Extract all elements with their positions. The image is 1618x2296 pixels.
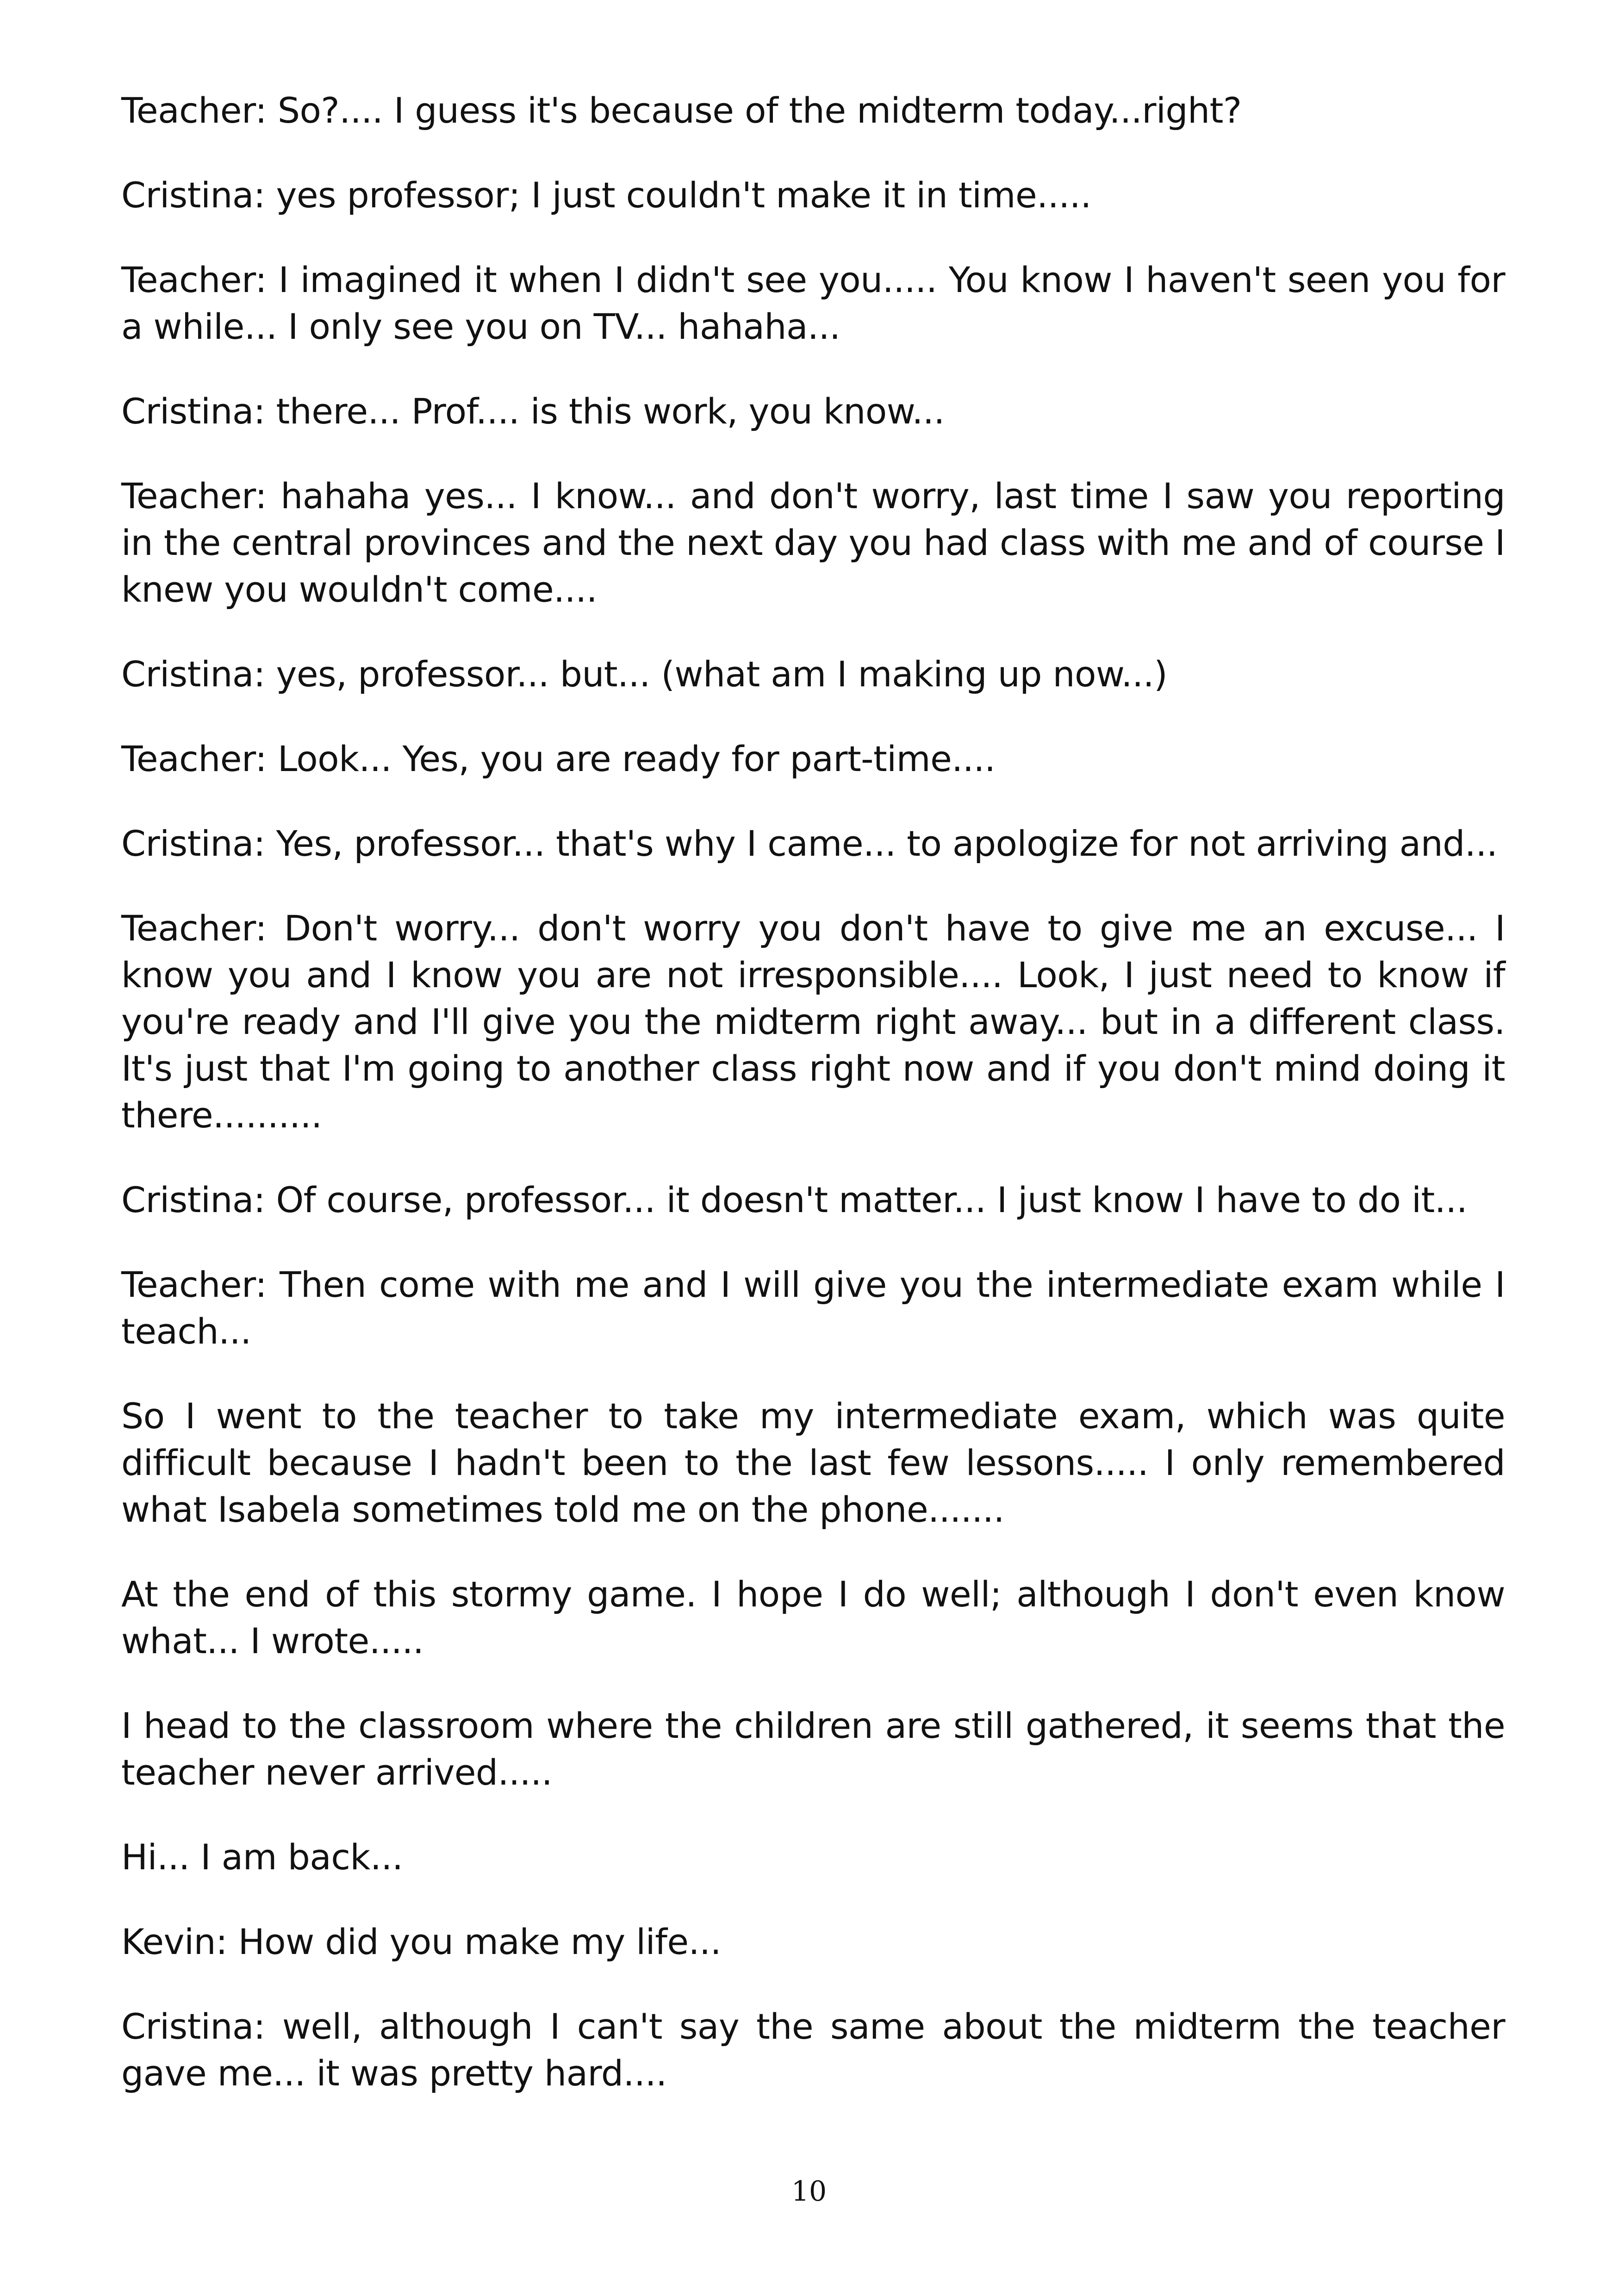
page-number: 10 — [791, 2175, 827, 2208]
paragraph: Cristina: there... Prof.... is this work, you know... — [121, 391, 945, 432]
paragraph: At the end of this stormy game. I hope I do well; although I don't even know what... I wrote..... — [121, 1574, 1505, 1661]
paragraph: Teacher: Don't worry... don't worry you don't have to give me an excuse... I know you and I know you are not irresponsible.... Look, I just need to know if you're ready and I'll give you the midterm right away... but in a different class. It's just that I'm going to another class right now and if you don't mind doing it there.......... — [121, 908, 1505, 1136]
paragraph: Cristina: yes professor; I just couldn't make it in time..... — [121, 174, 1091, 216]
paragraph: Teacher: hahaha yes... I know... and don't worry, last time I saw you reporting in the central provinces and the next day you had class with me and of course I knew you wouldn't come.... — [121, 475, 1505, 610]
paragraph: Cristina: Yes, professor... that's why I came... to apologize for not arriving and... — [121, 823, 1498, 864]
paragraph: Kevin: How did you make my life... — [121, 1921, 722, 1962]
paragraph: Cristina: well, although I can't say the same about the midterm the teacher gave me... it was pretty hard.... — [121, 2006, 1505, 2094]
paragraph: Cristina: Of course, professor... it doesn't matter... I just know I have to do it... — [121, 1179, 1468, 1220]
paragraph: I head to the classroom where the children are still gathered, it seems that the teacher never arrived..... — [121, 1705, 1505, 1793]
paragraph: Teacher: So?.... I guess it's because of the midterm today...right? — [121, 90, 1242, 131]
paragraph: Cristina: yes, professor... but... (what am I making up now...) — [121, 653, 1168, 695]
paragraph: Teacher: Look... Yes, you are ready for part-time.... — [121, 738, 996, 779]
paragraph: Teacher: Then come with me and I will give you the intermediate exam while I teach... — [121, 1264, 1505, 1352]
document-page — [121, 87, 1505, 2134]
paragraph: So I went to the teacher to take my intermediate exam, which was quite difficult because I hadn't been to the last few lessons..... I only remembered what Isabela sometimes told me on the phone....... — [121, 1395, 1505, 1530]
paragraph: Hi... I am back... — [121, 1836, 403, 1878]
paragraph: Teacher: I imagined it when I didn't see you..... You know I haven't seen you for a while... I only see you on TV... hahaha... — [121, 259, 1505, 347]
